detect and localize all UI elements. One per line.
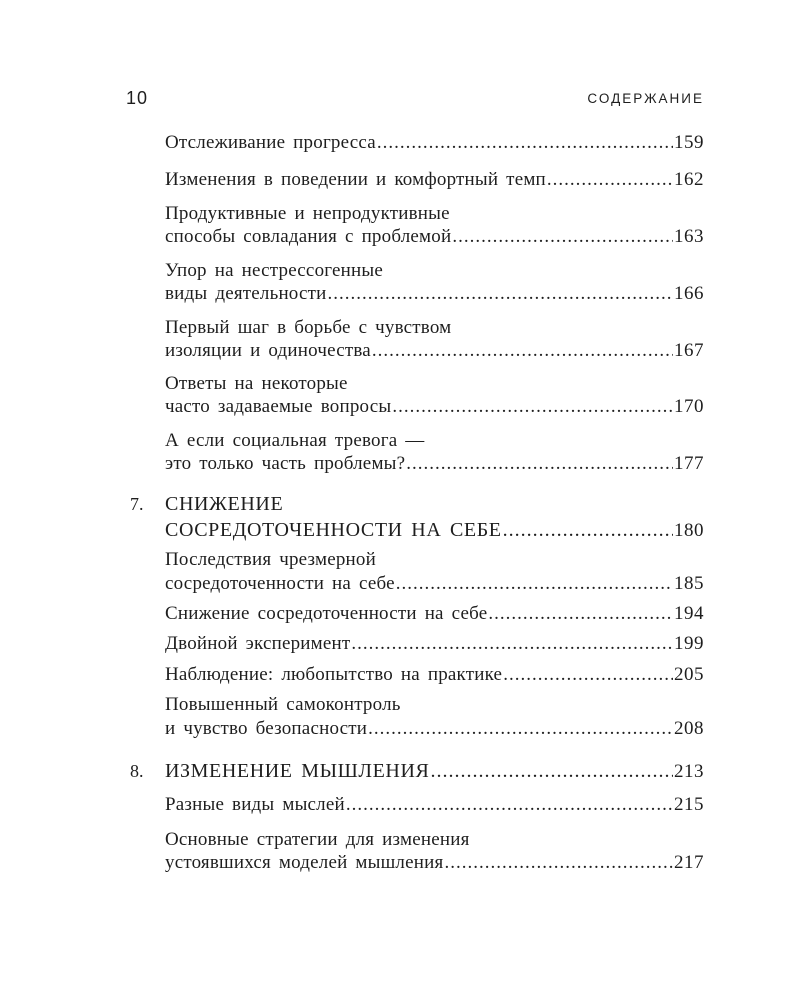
toc-entry-title: Двойной эксперимент: [165, 633, 351, 654]
toc-entry-isolation-line2: [165, 338, 704, 364]
toc-entry-consequences-line2: [165, 571, 704, 597]
toc-entry-double-experiment: [165, 631, 704, 657]
toc-entry-page: 185: [674, 573, 704, 594]
toc-entry-page: 166: [674, 283, 704, 304]
toc-entry-title: Отслеживание прогресса: [165, 132, 376, 153]
toc-entry-title: часто задаваемые вопросы: [165, 396, 392, 417]
chapter-7-title-line1: [165, 491, 704, 517]
chapter-7-number: 7.: [130, 494, 144, 514]
running-head: СОДЕРЖАНИЕ: [587, 91, 704, 106]
toc-leader: [452, 224, 673, 250]
chapter-title: СНИЖЕНИЕ: [165, 493, 284, 515]
toc-entry-title: виды деятельности: [165, 283, 327, 304]
toc-entry-title: Разные виды мыслей: [165, 794, 345, 815]
toc-entry-title: изоляции и одиночества: [165, 340, 371, 361]
toc-leader: [444, 850, 673, 876]
toc-entry-page: 205: [674, 664, 704, 685]
toc-leader: [328, 281, 674, 307]
toc-entry-title: Первый шаг в борьбе с чувством: [165, 317, 452, 338]
toc-leader: [351, 631, 673, 657]
chapter-8-title: [165, 758, 704, 784]
toc-entry-behavior-change: [165, 167, 704, 193]
toc-entry-faq-line2: [165, 394, 704, 420]
toc-entry-strategies-line2: [165, 850, 704, 876]
toc-entry-page: 162: [674, 169, 704, 190]
toc-leader: [377, 130, 673, 156]
toc-leader: [503, 662, 673, 688]
toc-entry-title: и чувство безопасности: [165, 718, 368, 739]
toc-entry-page: 217: [674, 852, 704, 873]
chapter-page: 213: [674, 761, 704, 782]
page-number: 10: [126, 88, 149, 108]
toc-entry-consequences-line1: [165, 547, 704, 573]
chapter-page: 180: [674, 520, 704, 541]
chapter-title: ИЗМЕНЕНИЕ МЫШЛЕНИЯ: [165, 760, 430, 782]
toc-entry-title: Ответы на некоторые: [165, 373, 348, 394]
toc-leader: [503, 517, 673, 543]
toc-entry-title: Снижение сосредоточенности на себе: [165, 603, 488, 624]
toc-entry-nonstress-line2: [165, 281, 704, 307]
toc-entry-title: Продуктивные и непродуктивные: [165, 203, 450, 224]
toc-entry-page: 208: [674, 718, 704, 739]
toc-entry-page: 177: [674, 453, 704, 474]
toc-entry-title: Последствия чрезмерной: [165, 549, 376, 570]
toc-entry-title: Повышенный самоконтроль: [165, 694, 401, 715]
toc-entry-title: устоявшихся моделей мышления: [165, 852, 444, 873]
toc-leader: [372, 338, 673, 364]
toc-entry-thought-types: [165, 792, 704, 818]
toc-entry-page: 159: [674, 132, 704, 153]
toc-leader: [346, 792, 673, 818]
chapter-title: СОСРЕДОТОЧЕННОСТИ НА СЕБЕ: [165, 519, 502, 541]
toc-entry-observation: [165, 662, 704, 688]
toc-entry-reducing-self-focus: [165, 601, 704, 627]
toc-entry-title: Упор на нестрессогенные: [165, 260, 383, 281]
toc-entry-title: это только часть проблемы?: [165, 453, 406, 474]
toc-entry-self-control-line2: [165, 716, 704, 742]
toc-leader: [392, 394, 673, 420]
chapter-8-number: 8.: [130, 761, 144, 781]
toc-entry-title: сосредоточенности на себе: [165, 573, 395, 594]
toc-entry-title: Изменения в поведении и комфортный темп: [165, 169, 546, 190]
toc-entry-page: 170: [674, 396, 704, 417]
toc-leader: [396, 571, 673, 597]
toc-entry-page: 167: [674, 340, 704, 361]
toc-leader: [406, 451, 673, 477]
toc-entry-title: А если социальная тревога —: [165, 430, 425, 451]
toc-entry-page: 199: [674, 633, 704, 654]
toc-entry-page: 215: [674, 794, 704, 815]
toc-entry-title: Основные стратегии для изменения: [165, 829, 470, 850]
toc-leader: [430, 758, 673, 784]
toc-entry-title: Наблюдение: любопытство на практике: [165, 664, 503, 685]
toc-leader: [547, 167, 673, 193]
toc-entry-page: 194: [674, 603, 704, 624]
toc-entry-self-control-line1: [165, 692, 704, 718]
toc-entry-title: способы совладания с проблемой: [165, 226, 452, 247]
chapter-7-title-line2: [165, 517, 704, 543]
toc-entry-coping-line2: [165, 224, 704, 250]
toc-entry-progress-tracking: [165, 130, 704, 156]
toc-entry-page: 163: [674, 226, 704, 247]
toc-leader: [368, 716, 673, 742]
toc-leader: [488, 601, 673, 627]
toc-entry-part-of-problem-line2: [165, 451, 704, 477]
